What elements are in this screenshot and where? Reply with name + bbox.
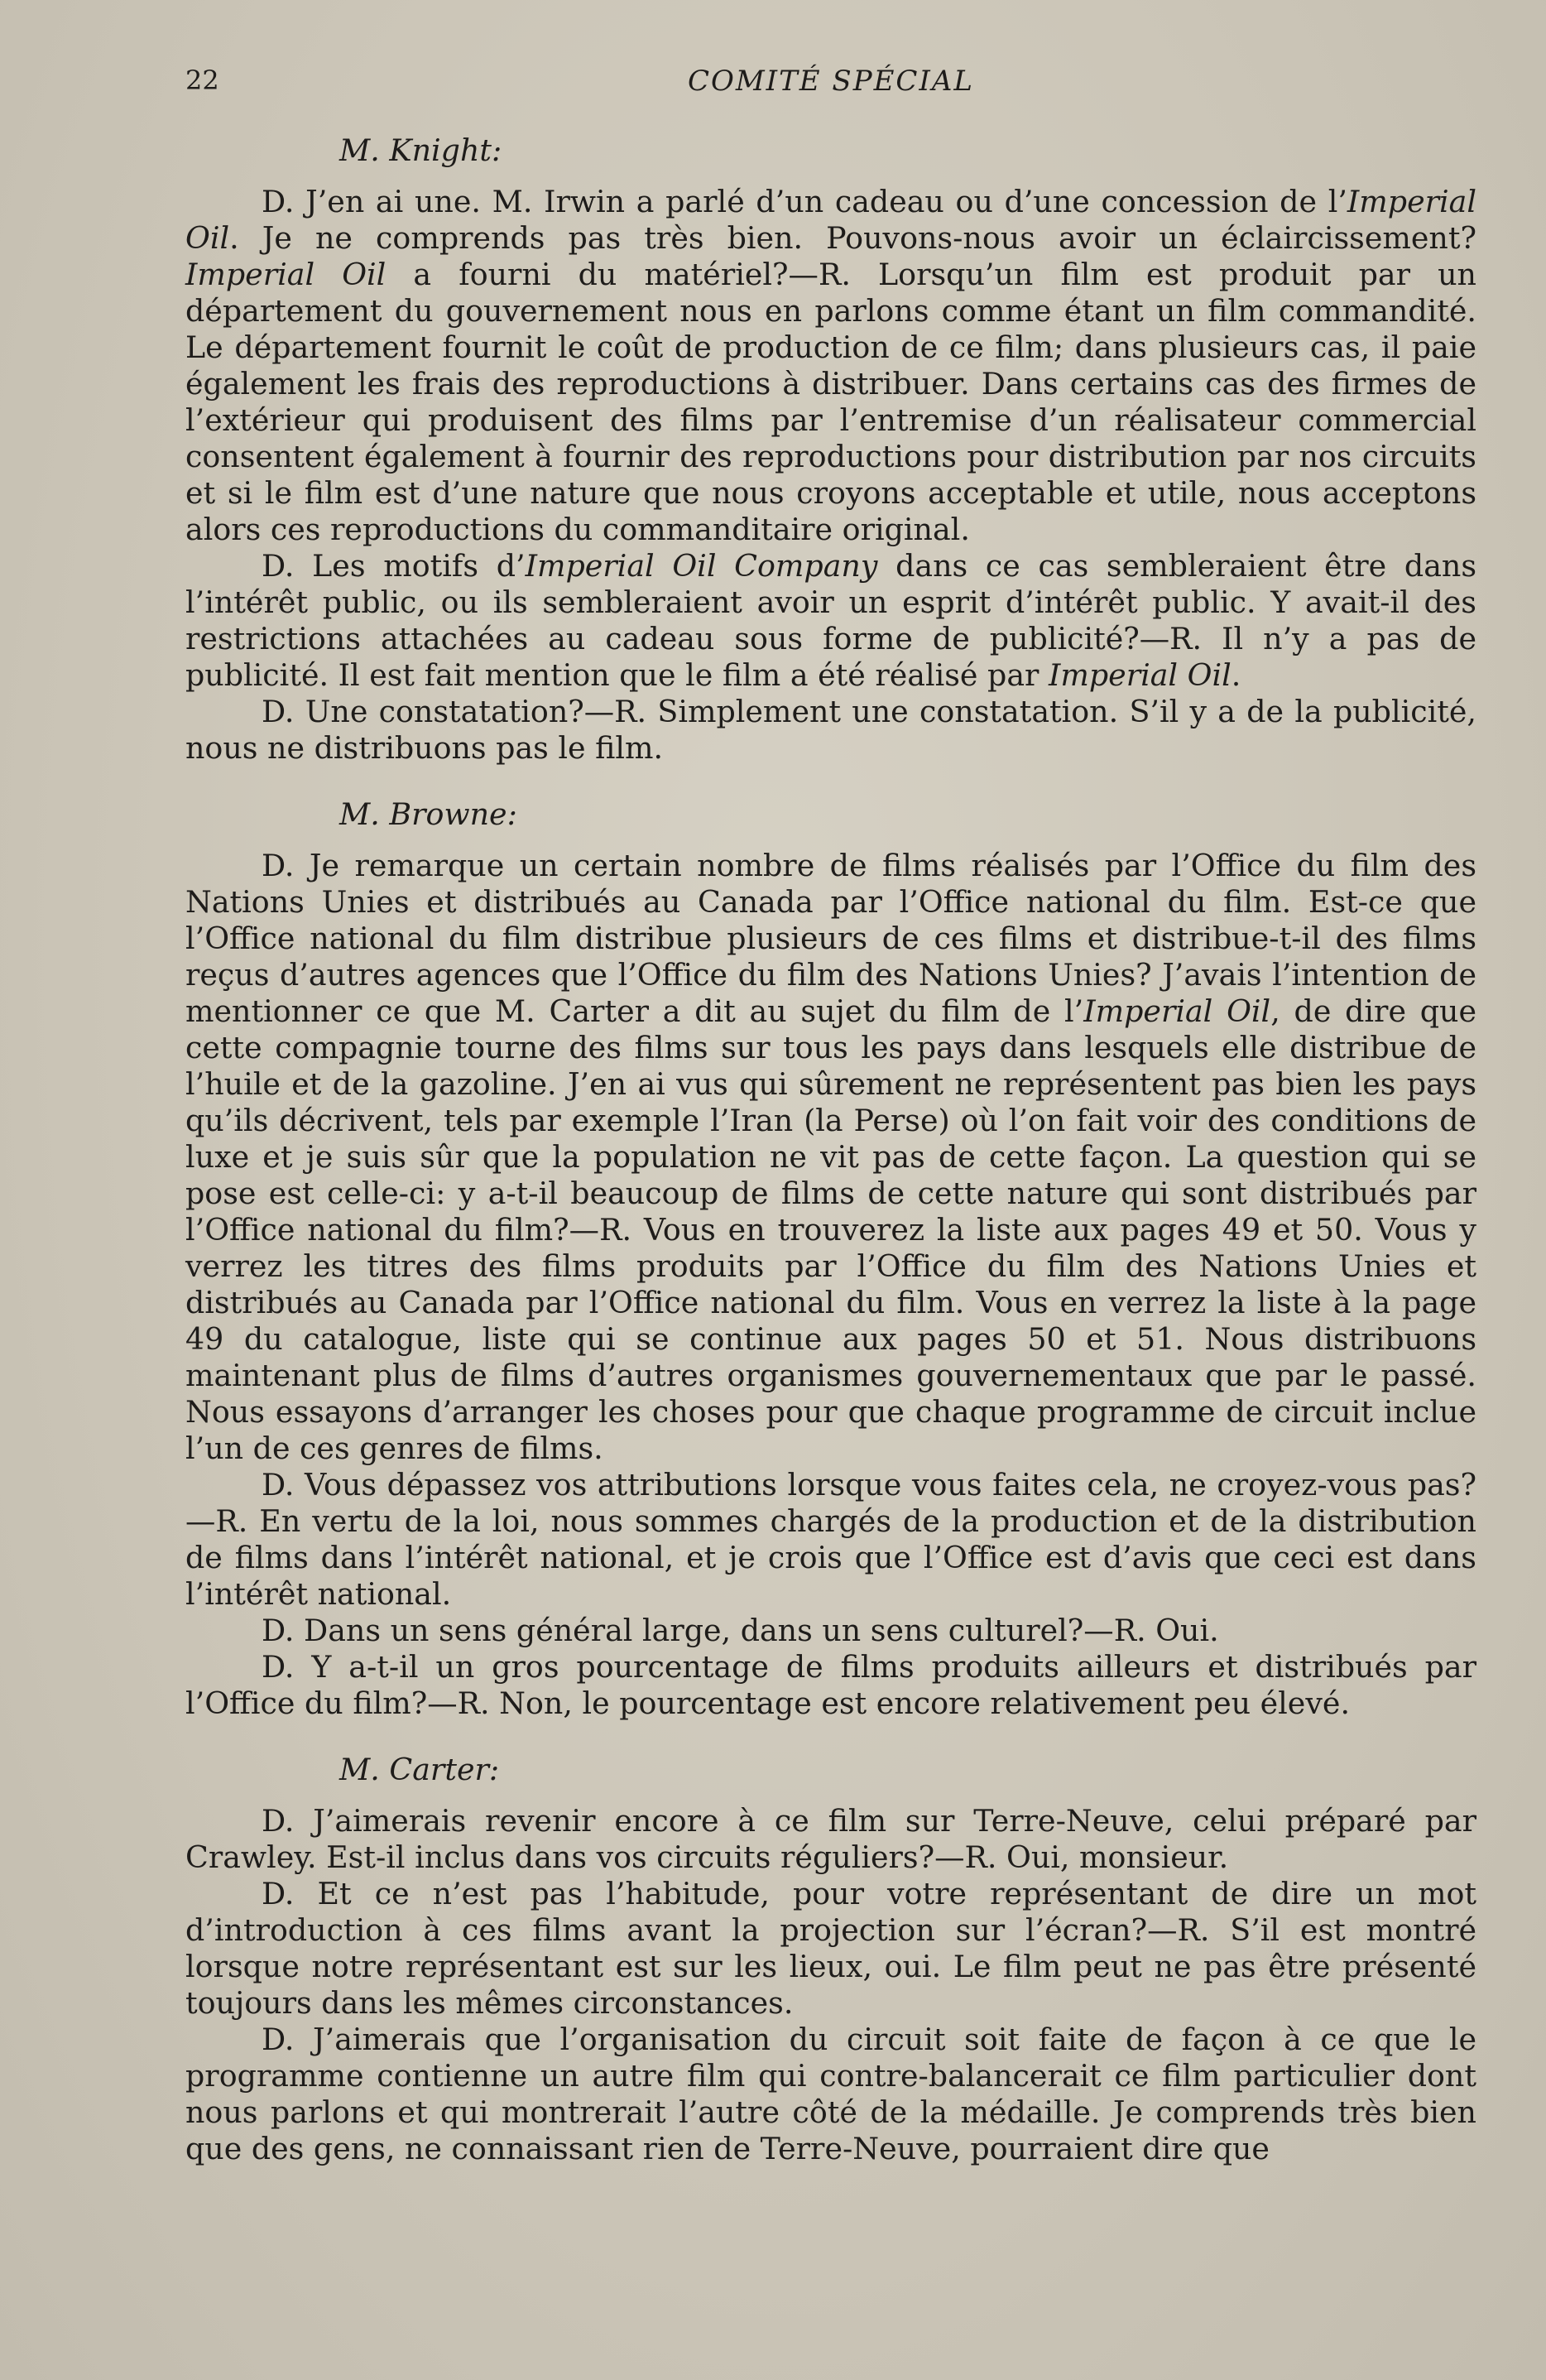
paragraph: D. J’en ai une. M. Irwin a parlé d’un cadeau ou d’une concession de l’Imperial Oil. Je ne comprends pas très bien. Pouvons-nous avoir un éclaircissement? Imperial Oil a fourni du matériel?—R. Lorsqu’un film est produit par un département du gouvernement nous en parlons comme étant un film commandité. Le département fournit le coût de production de ce film; dans plusieurs cas, il paie également les frais des reproductions à distribuer. Dans certains cas des firmes de l’extérieur qui produisent des films par l’entremise d’un réalisateur commercial consentent également à fournir des reproductions pour distribution par nos circuits et si le film est d’une nature que nous croyons acceptable et utile, nous acceptons alors ces reproductions du commanditaire original. [185,184,1476,547]
paragraph: D. Vous dépassez vos attributions lorsque vous faites cela, ne croyez-vous pas?—R. En vertu de la loi, nous sommes chargés de la production et de la distribution de films dans l’intérêt national, et je crois que l’Office est d’avis que ceci est dans l’intérêt national. [185,1467,1476,1612]
paragraph: D. Y a-t-il un gros pourcentage de films produits ailleurs et distribués par l’Office du film?—R. Non, le pourcentage est encore relativement peu élevé. [185,1649,1476,1721]
paragraph: D. J’aimerais revenir encore à ce film sur Terre-Neuve, celui préparé par Crawley. Est-il inclus dans vos circuits réguliers?—R. Oui, monsieur. [185,1803,1476,1875]
paragraph: D. Les motifs d’Imperial Oil Company dans ce cas sembleraient être dans l’intérêt public, ou ils sembleraient avoir un esprit d’intérêt public. Y avait-il des restrictions attachées au cadeau sous forme de publicité?—R. Il n’y a pas de publicité. Il est fait mention que le film a été réalisé par Imperial Oil. [185,548,1477,693]
section-knight [185,132,1476,767]
page-content [185,132,1476,2167]
section-browne [185,796,1476,1722]
running-title: COMITÉ SPÉCIAL [687,65,974,98]
section-carter [185,1752,1476,2167]
paragraph: D. Et ce n’est pas l’habitude, pour votre représentant de dire un mot d’introduction à ces films avant la projection sur l’écran?—R. S’il est montré lorsque notre représentant est sur les lieux, oui. Le film peut ne pas être présenté toujours dans les mêmes circonstances. [185,1876,1476,2021]
paragraph: D. Une constatation?—R. Simplement une constatation. S’il y a de la publicité, nous ne distribuons pas le film. [185,694,1476,766]
page-header [185,65,1476,106]
paragraph: D. J’aimerais que l’organisation du circuit soit faite de façon à ce que le programme contienne un autre film qui contre-balancerait ce film particulier dont nous parlons et qui montrerait l’autre côté de la médaille. Je comprends très bien que des gens, ne connaissant rien de Terre-Neuve, pourraient dire que [185,2022,1476,2166]
paragraph: D. Je remarque un certain nombre de films réalisés par l’Office du film des Nations Unies et distribués au Canada par l’Office national du film. Est-ce que l’Office national du film distribue plusieurs de ces films et distribue-t-il des films reçus d’autres agences que l’Office du film des Nations Unies? J’avais l’intention de mentionner ce que M. Carter a dit au sujet du film de l’Imperial Oil, de dire que cette compagnie tourne des films sur tous les pays dans lesquels elle distribue de l’huile et de la gazoline. J’en ai vus qui sûrement ne représentent pas bien les pays qu’ils décrivent, tels par exemple l’Iran (la Perse) où l’on fait voir des conditions de luxe et je suis sûr que la population ne vit pas de cette façon. La question qui se pose est celle-ci: y a-t-il beaucoup de films de cette nature qui sont distribués par l’Office national du film?—R. Vous en trouverez la liste aux pages 49 et 50. Vous y verrez les titres des films produits par l’Office du film des Nations Unies et distribués au Canada par l’Office national du film. Vous en verrez la liste à la page 49 du catalogue, liste qui se continue aux pages 50 et 51. Nous distribuons maintenant plus de films d’autres organismes gouvernementaux que par le passé. Nous essayons d’arranger les choses pour que chaque programme de circuit inclue l’un de ces genres de films. [185,848,1477,1466]
speaker-name: M. Knight: [339,132,502,168]
speaker-name: M. Browne: [339,796,517,832]
page-number: 22 [185,65,219,96]
speaker-name: M. Carter: [339,1752,500,1787]
paragraph: D. Dans un sens général large, dans un sens culturel?—R. Oui. [262,1613,1219,1648]
